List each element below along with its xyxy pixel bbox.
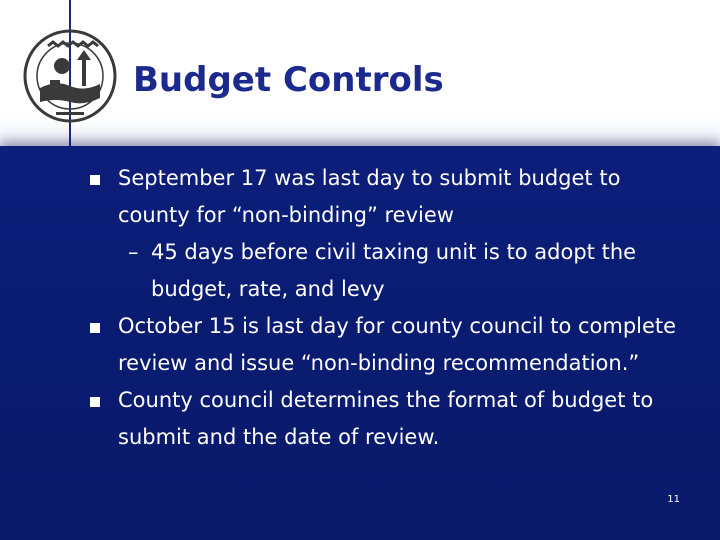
- bullet-item: [0, 382, 720, 456]
- bullet-list: [0, 160, 720, 456]
- slide-title: Budget Controls: [133, 60, 444, 100]
- bullet-text: County council determines the format of budget to submit and the date of review.: [118, 388, 654, 449]
- bullet-item: [0, 160, 720, 234]
- sub-bullet-text: 45 days before civil taxing unit is to adopt the budget, rate, and levy: [151, 240, 637, 301]
- bullet-text: September 17 was last day to submit budget to county for “non-binding” review: [118, 166, 621, 227]
- bullet-text: October 15 is last day for county council to complete review and issue “non-binding recommendation.”: [118, 314, 677, 375]
- dash-bullet-icon: –: [128, 240, 139, 264]
- square-bullet-icon: [90, 323, 100, 333]
- page-number: 11: [667, 494, 680, 505]
- bullet-item: [0, 308, 720, 382]
- indiana-state-seal-icon: [22, 26, 118, 130]
- sub-bullet-item: [0, 234, 720, 308]
- square-bullet-icon: [90, 175, 100, 185]
- square-bullet-icon: [90, 397, 100, 407]
